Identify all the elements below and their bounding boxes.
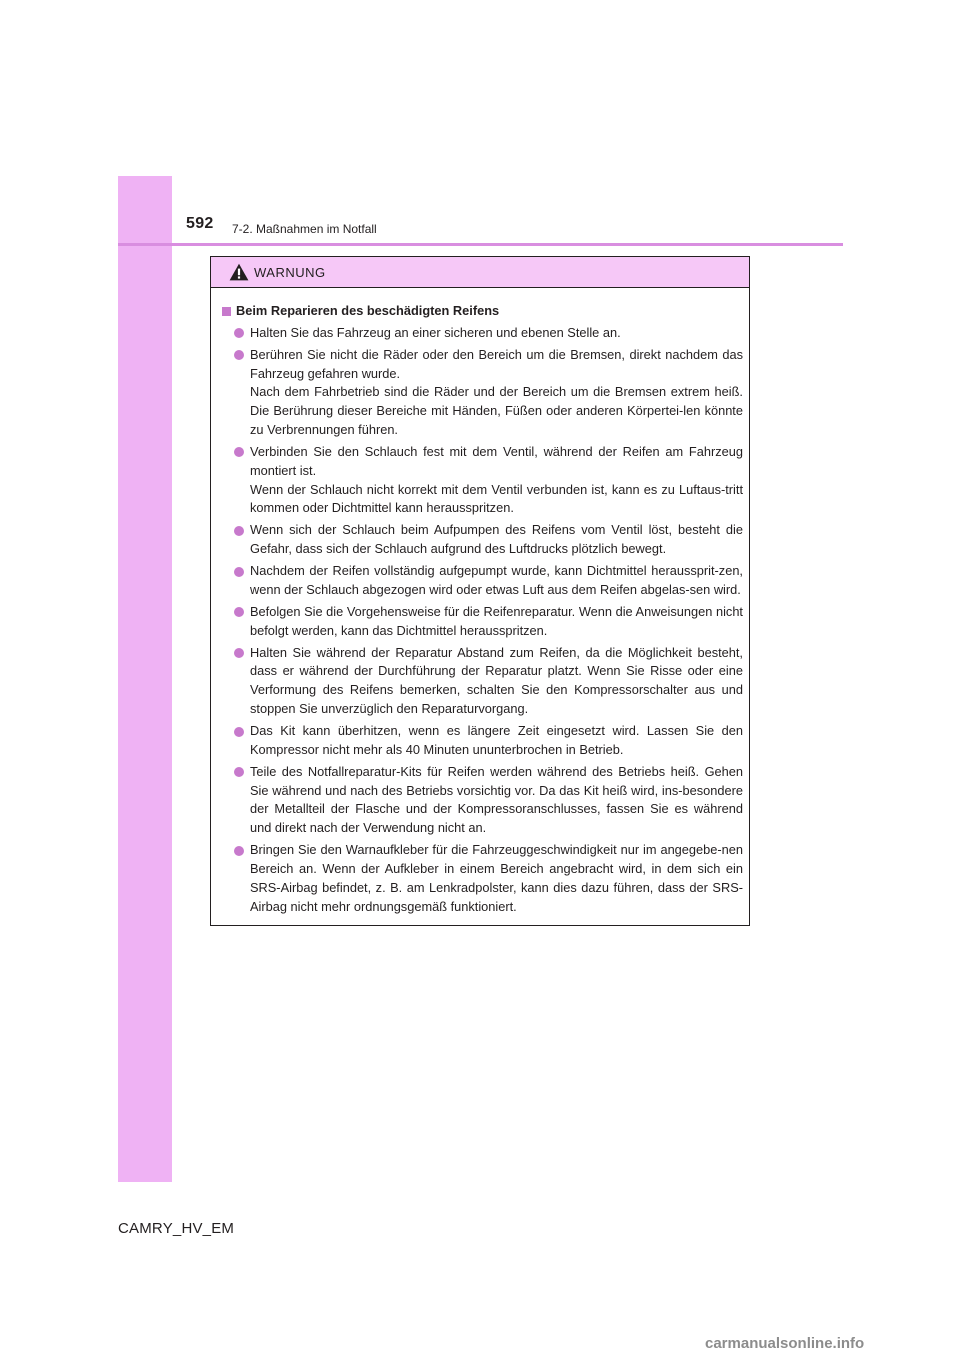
bullet-dot-icon: [234, 846, 244, 856]
bullet-dot-icon: [234, 447, 244, 457]
bullet-dot-icon: [234, 567, 244, 577]
bullet-dot-icon: [234, 648, 244, 658]
item-paragraph: Bringen Sie den Warnaufkleber für die Fahrzeuggeschwindigkeit nur im angegebe-nen Bereich an. Wenn der Aufkleber in einem Bereich angebracht wird, in dem sich ein SRS-Airbag befindet, z. B. am Lenkradpolster, kann dies dazu führen, dass der SRS-Airbag nicht mehr ordnungsgemäß funktioniert.: [250, 842, 743, 914]
bullet-dot-icon: [234, 526, 244, 536]
list-item: [222, 346, 743, 440]
list-item: [222, 324, 743, 343]
list-item: [222, 722, 743, 760]
manual-code: CAMRY_HV_EM: [118, 1220, 235, 1237]
watermark: carmanualsonline.info: [705, 1335, 865, 1352]
list-item: [222, 443, 743, 518]
bullet-dot-icon: [234, 328, 244, 338]
item-paragraph: Nach dem Fahrbetrieb sind die Räder und der Bereich um die Bremsen extrem heiß. Die Berührung dieser Bereiche mit Händen, Füßen oder anderen Körpertei-len könnte zu Verbrennungen führen.: [250, 384, 743, 437]
item-paragraph: Befolgen Sie die Vorgehensweise für die Reifenreparatur. Wenn die Anweisungen nicht befolgt werden, kann das Dichtmittel herausspritzen.: [250, 603, 743, 638]
page-number: 592: [186, 215, 214, 232]
side-band: [118, 176, 172, 1182]
item-paragraph: Halten Sie während der Reparatur Abstand zum Reifen, da die Möglichkeit besteht, dass er während der Durchführung der Reparatur platzt. Wenn Sie Risse oder eine Verformung des Reifens bemerken, schalten Sie den Kompressorschalter aus und stoppen Sie unverzüglich den Reparaturvorgang.: [250, 644, 743, 717]
bullet-dot-icon: [234, 350, 244, 360]
item-paragraph: Wenn der Schlauch nicht korrekt mit dem Ventil verbunden ist, kann es zu Luftaus-tritt kommen oder Dichtmittel kann herausspritzen.: [250, 481, 743, 516]
warning-subheading: [222, 302, 743, 321]
warning-triangle-icon: [229, 263, 249, 281]
item-paragraph: Berühren Sie nicht die Räder oder den Bereich um die Bremsen, direkt nachdem das Fahrzeug gefahren wurde.: [250, 346, 743, 381]
list-item: [222, 644, 743, 719]
list-item: [222, 763, 743, 838]
item-paragraph: Wenn sich der Schlauch beim Aufpumpen des Reifens vom Ventil löst, besteht die Gefahr, dass sich der Schlauch aufgrund des Luftdrucks plötzlich bewegt.: [250, 522, 743, 557]
list-item: [222, 841, 743, 916]
list-item: [222, 603, 743, 641]
list-item: [222, 521, 743, 559]
item-paragraph: Das Kit kann überhitzen, wenn es längere Zeit eingesetzt wird. Lassen Sie den Kompressor nicht mehr als 40 Minuten ununterbrochen in Betrieb.: [250, 723, 743, 757]
section-title: 7-2. Maßnahmen im Notfall: [232, 222, 377, 236]
warning-header: [211, 257, 749, 288]
item-paragraph: Verbinden Sie den Schlauch fest mit dem Ventil, während der Reifen am Fahrzeug montiert ist.: [250, 443, 743, 478]
list-item: [222, 562, 743, 600]
bullet-dot-icon: [234, 767, 244, 777]
square-bullet-icon: [222, 307, 231, 316]
warning-box: [210, 256, 750, 926]
header-rule: [118, 243, 843, 246]
bullet-dot-icon: [234, 727, 244, 737]
warning-body: [211, 288, 749, 916]
item-paragraph: Teile des Notfallreparatur-Kits für Reifen werden während des Betriebs heiß. Gehen Sie während und nach des Betriebs vorsichtig vor. Da das Kit heiß wird, ins-besondere der Metallteil der Flasche und der Kompressoranschlusses, fassen Sie es während und direkt nach der Verwendung nicht an.: [250, 763, 743, 836]
bullet-dot-icon: [234, 607, 244, 617]
subheading-text: Beim Reparieren des beschädigten Reifens: [236, 303, 500, 318]
item-paragraph: Nachdem der Reifen vollständig aufgepumpt wurde, kann Dichtmittel heraussprit-zen, wenn der Schlauch abgezogen wird oder etwas Luft aus dem Reifen abgelas-sen wird.: [250, 563, 743, 597]
warning-title: WARNUNG: [254, 265, 326, 280]
item-paragraph: Halten Sie das Fahrzeug an einer sicheren und ebenen Stelle an.: [250, 324, 621, 340]
